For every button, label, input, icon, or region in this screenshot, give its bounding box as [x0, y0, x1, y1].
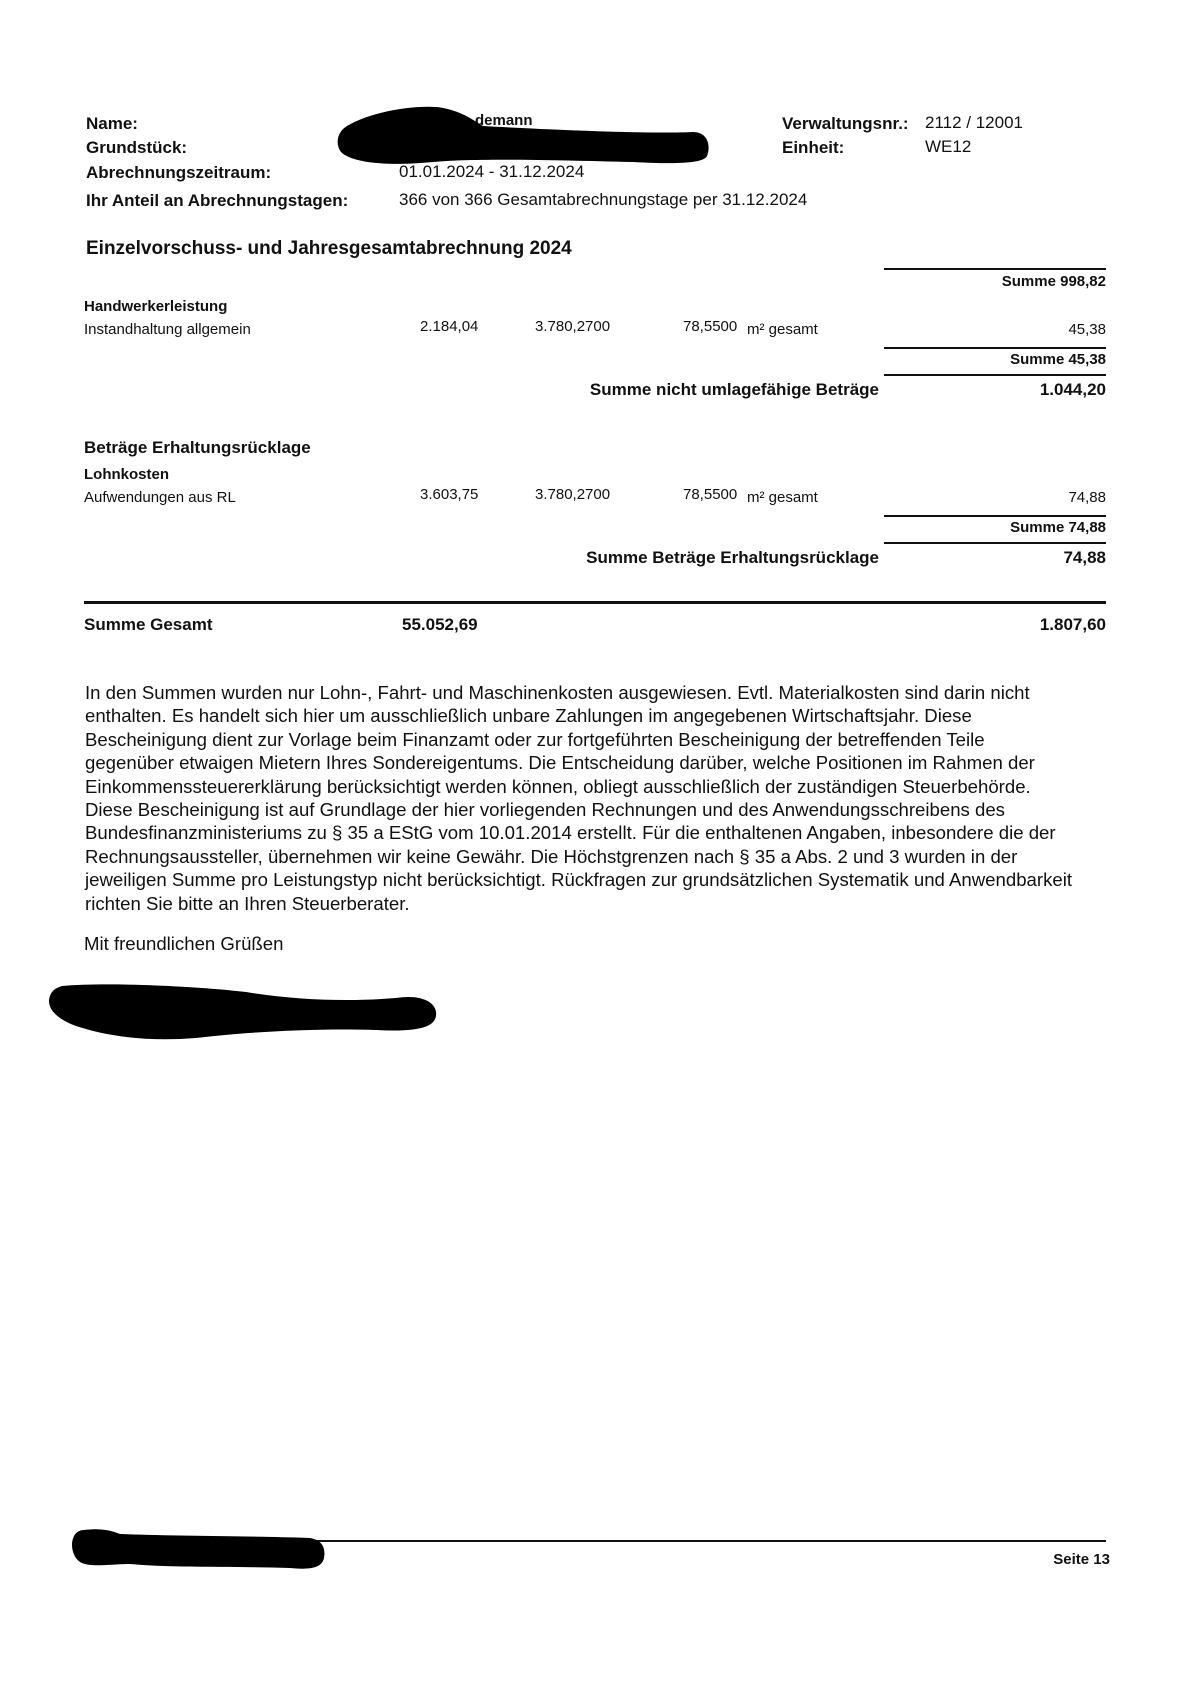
- section-subheading-lohnkosten: Lohnkosten: [84, 466, 169, 483]
- body-paragraph: [85, 681, 1165, 915]
- nicht-umlagefaehig-value: 1.044,20: [1039, 380, 1106, 399]
- page-number: Seite 13: [1053, 1551, 1110, 1568]
- row-label: Aufwendungen aus RL: [84, 489, 236, 506]
- prev-summe: Summe 998,82: [1001, 273, 1106, 290]
- einheit-value: WE12: [925, 137, 972, 156]
- anteil-label: Ihr Anteil an Abrechnungstagen:: [86, 191, 349, 210]
- footer-divider: [300, 1540, 1106, 1542]
- section-heading-ruecklage: Beträge Erhaltungsrücklage: [84, 438, 311, 457]
- name-fragment: demann: [475, 112, 533, 129]
- document-title: Einzelvorschuss- und Jahresgesamtabrechnung 2024: [86, 238, 572, 259]
- closing: Mit freundlichen Grüßen: [84, 933, 284, 954]
- body-line: Bundesfinanzministeriums zu § 35 a EStG vom 10.01.2014 erstellt. Für die enthaltenen Angaben, inbesondere die der: [85, 822, 1056, 844]
- section-heading-handwerker: Handwerkerleistung: [84, 298, 228, 315]
- name-label: Name:: [86, 114, 138, 133]
- verwaltungsnr-value: 2112 / 12001: [925, 113, 1023, 132]
- row-einheit: m² gesamt: [747, 321, 818, 338]
- row-schluessel: 3.780,2700: [535, 486, 611, 503]
- body-line: enthalten. Es handelt sich hier um ausschließlich unbare Zahlungen im angegebenen Wirtschaftsjahr. Diese: [85, 705, 972, 727]
- body-line: Rechnungsaussteller, übernehmen wir keine Gewähr. Die Höchstgrenzen nach § 35 a Abs. 2 und 3 wurden in der: [85, 845, 1018, 867]
- body-line: Diese Bescheinigung ist auf Grundlage der hier vorliegenden Rechnungen und des Anwendungsschreibens des: [85, 799, 1005, 821]
- body-line: richten Sie bitte an Ihren Steuerberater.: [85, 892, 410, 914]
- verwaltungsnr-label: Verwaltungsnr.:: [782, 114, 909, 133]
- row-betrag: 74,88: [1068, 489, 1106, 506]
- einheit-label: Einheit:: [782, 138, 845, 157]
- divider: [884, 542, 1106, 544]
- row-label: Instandhaltung allgemein: [84, 321, 251, 338]
- divider: [884, 268, 1106, 270]
- row-gesamtkosten: 3.603,75: [420, 486, 479, 503]
- nicht-umlagefaehig-label: Summe nicht umlagefähige Beträge: [589, 380, 879, 399]
- row-einheit: m² gesamt: [747, 489, 818, 506]
- body-line: jeweiligen Summe pro Leistungstyp nicht berücksichtigt. Rückfragen zur grundsätzlichen Systematik und Anwendbarkeit: [85, 869, 1073, 891]
- ruecklage-total-label: Summe Beträge Erhaltungsrücklage: [586, 548, 879, 567]
- zeitraum-label: Abrechnungszeitraum:: [86, 163, 272, 182]
- signature-redaction: [46, 982, 441, 1044]
- row-gesamtkosten: 2.184,04: [420, 318, 479, 335]
- gesamt-betrag: 1.807,60: [1039, 615, 1106, 634]
- body-line: Einkommenssteuererklärung berücksichtigt werden können, obliegt ausschließlich der zuständigen Steuerbehörde.: [85, 775, 1031, 797]
- grundstueck-label: Grundstück:: [86, 138, 188, 157]
- row-anteil: 78,5500: [683, 318, 738, 335]
- body-line: gegenüber etwaigen Mietern Ihres Sondereigentums. Die Entscheidung darüber, welche Positionen im Rahmen der: [85, 752, 1035, 774]
- gesamt-kosten: 55.052,69: [402, 615, 478, 634]
- divider: [884, 515, 1106, 517]
- ruecklage-summe: Summe 74,88: [1010, 519, 1106, 536]
- zeitraum-value: 01.01.2024 - 31.12.2024: [399, 162, 585, 181]
- name-redaction: [333, 104, 713, 168]
- row-schluessel: 3.780,2700: [535, 318, 611, 335]
- row-betrag: 45,38: [1068, 321, 1106, 338]
- row-anteil: 78,5500: [683, 486, 738, 503]
- ruecklage-total-value: 74,88: [1063, 548, 1106, 567]
- divider: [884, 347, 1106, 349]
- divider: [884, 374, 1106, 376]
- footer-redaction: [70, 1528, 326, 1570]
- gesamt-label: Summe Gesamt: [84, 615, 213, 634]
- body-line: In den Summen wurden nur Lohn-, Fahrt- und Maschinenkosten ausgewiesen. Evtl. Materialkosten sind darin nicht: [85, 682, 1030, 703]
- body-line: Bescheinigung dient zur Vorlage beim Finanzamt oder zur fortgeführten Bescheinigung der betreffenden Teile: [85, 728, 985, 750]
- total-divider: [84, 601, 1106, 604]
- anteil-value: 366 von 366 Gesamtabrechnungstage per 31.12.2024: [399, 190, 808, 209]
- handwerker-summe: Summe 45,38: [1010, 351, 1106, 368]
